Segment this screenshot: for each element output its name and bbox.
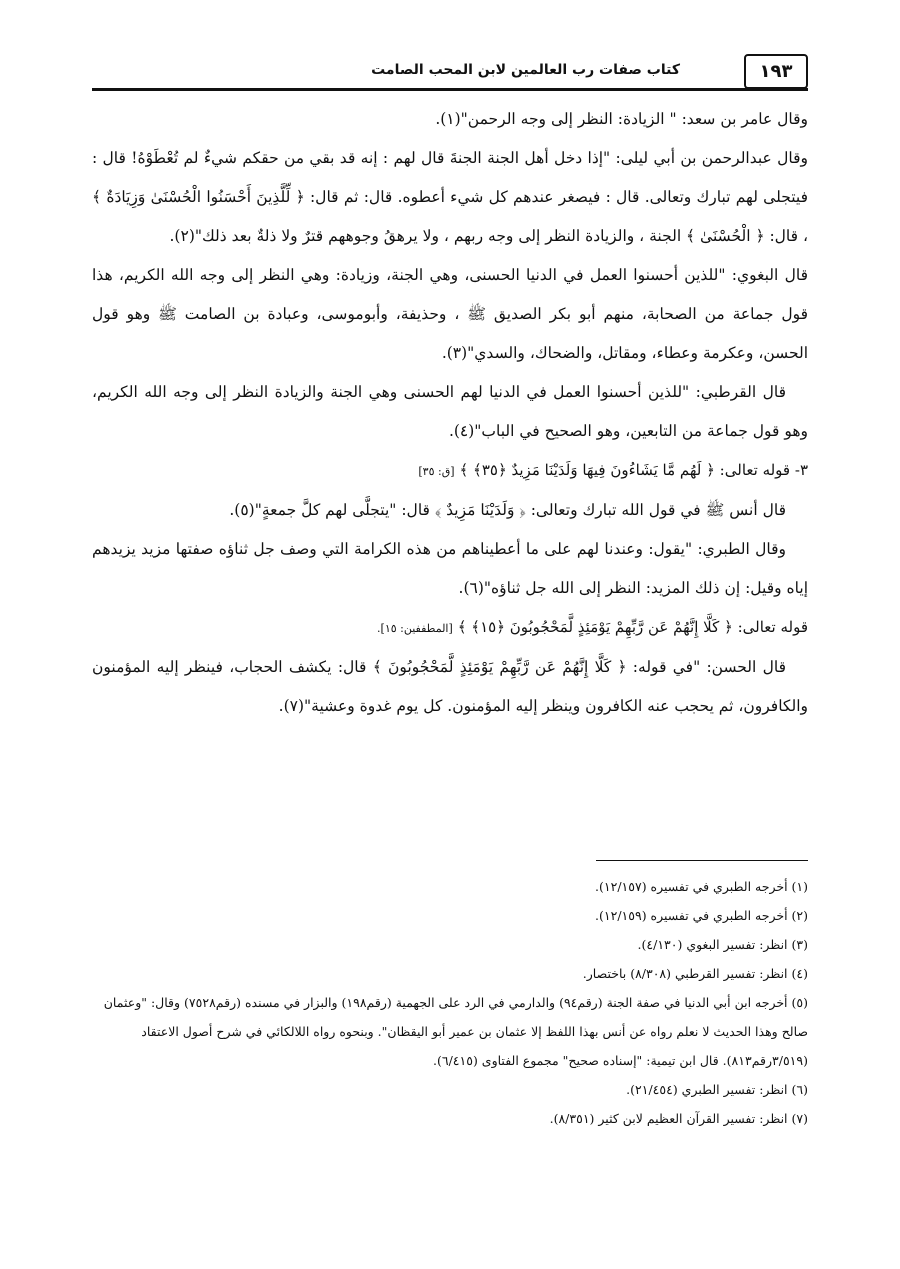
paragraph-amir: وقال عامر بن سعد: " الزيادة: النظر إلى وجه الرحمن"(١). [435, 110, 808, 128]
main-text [92, 100, 808, 726]
paragraph-baghawi: قال البغوي: "للذين أحسنوا العمل في الدنيا الحسنى، وهي الجنة، وزيادة: وهي النظر إلى وجه الله الكريم، هذا قول جماعة من الصحابة، منهم أبو بكر الصديق ﷺ ، وحذيفة، وأبوموسى، وعبادة بن الصامت ﷺ وهو قول الحسن، وعكرمة وعطاء، ومقاتل، والضحاك، والسدي"(٣). [92, 266, 808, 362]
verse-heading-qaf [92, 451, 808, 491]
paragraph-tabari: وقال الطبري: "يقول: وعندنا لهم على ما أعطيناهم من هذه الكرامة التي وصف جل ثناؤه صفتها مزيد يزيدهم إياه وقيل: إن ذلك المزيد: النظر إلى الله جل ثناؤه"(٦). [92, 540, 808, 597]
paragraph-abdulrahman: وقال عبدالرحمن بن أبي ليلى: "إذا دخل أهل الجنة الجنةَ قال لهم : إنه قد بقي من حقكم شيءٌ لم تُعْطَوْهُ! قال : فيتجلى لهم تبارك وتعالى. قال : فيصغر عندهم كل شيء أعطوه. قال: ثم قال: ﴿ لِّلَّذِينَ أَحْسَنُوا الْحُسْنَىٰ وَزِيَادَةٌ ﴾ ، قال: ﴿ الْحُسْنَىٰ ﴾ الجنة ، والزيادة النظر إلى وجه ربهم ، ولا يرهقُ وجوههم قترٌ ولا ذلةٌ بعد ذلك"(٢). [92, 149, 808, 245]
footnote-3: (٣) انظر: تفسير البغوي (٤/١٣٠). [637, 937, 808, 952]
header-divider [92, 88, 808, 91]
footnote-1: (١) أخرجه الطبري في تفسيره (١٢/١٥٧). [595, 879, 808, 894]
paragraph-qurtubi: قال القرطبي: "للذين أحسنوا العمل في الدنيا لهم الحسنى وهي الجنة والزيادة النظر إلى وجه الله الكريم، وهو قول جماعة من التابعين، وهو الصحيح في الباب"(٤). [92, 383, 808, 440]
footnote-7: (٧) انظر: تفسير القرآن العظيم لابن كثير (٨/٣٥١). [549, 1111, 808, 1126]
footnote-6: (٦) انظر: تفسير الطبري (٢١/٤٥٤). [626, 1082, 808, 1097]
footnote-divider [596, 860, 808, 861]
page-header [92, 54, 808, 92]
page-number: ١٩٣ [744, 54, 808, 89]
verse-text: ٣- قوله تعالى: ﴿ لَهُم مَّا يَشَاءُونَ فِيهَا وَلَدَيْنَا مَزِيدٌ ﴿٣٥﴾ ﴾ [459, 461, 808, 479]
paragraph-anas: قال أنس ﷺ في قول الله تبارك وتعالى: ﴿ وَلَدَيْنَا مَزِيدٌ ﴾ قال: "يتجلَّى لهم كلَّ جمعةٍ"(٥). [229, 501, 786, 519]
footnote-4: (٤) انظر: تفسير القرطبي (٨/٣٠٨) باختصار. [582, 966, 808, 981]
paragraph-hasan: قال الحسن: "في قوله: ﴿ كَلَّا إِنَّهُمْ عَن رَّبِّهِمْ يَوْمَئِذٍ لَّمَحْجُوبُونَ ﴾ قال: يكشف الحجاب، فينظر إليه المؤمنون والكافرون، ثم يحجب عنه الكافرون وينظر إليه المؤمنون. كل يوم غدوة وعشية"(٧). [92, 658, 808, 715]
verse-reference: [ق: ٣٥] [418, 465, 455, 478]
footnote-5: (٥) أخرجه ابن أبي الدنيا في صفة الجنة (رقم٩٤) والدارمي في الرد على الجهمية (رقم١٩٨) والبزار في مسنده (رقم٧٥٢٨) وقال: "وعثمان صالح وهذا الحديث لا نعلم رواه عن أنس بهذا اللفظ إلا عثمان بن عمير أبو اليقظان". وبنحوه رواه اللالكائي في شرح أصول الاعتقاد (٣/٥١٩رقم٨١٣). قال ابن تيمية: "إسناده صحيح" مجموع الفتاوى (٦/٤١٥). [103, 995, 808, 1068]
book-title: كتاب صفات رب العالمين لابن المحب الصامت [371, 62, 680, 78]
verse-reference: [المطففين: ١٥]. [377, 622, 453, 635]
footnote-2: (٢) أخرجه الطبري في تفسيره (١٢/١٥٩). [595, 908, 808, 923]
verse-text: قوله تعالى: ﴿ كَلَّا إِنَّهُمْ عَن رَّبِّهِمْ يَوْمَئِذٍ لَّمَحْجُوبُونَ ﴿١٥﴾ ﴾ [457, 618, 808, 636]
verse-heading-mutaffifin [92, 608, 808, 648]
footnotes [92, 872, 808, 1133]
